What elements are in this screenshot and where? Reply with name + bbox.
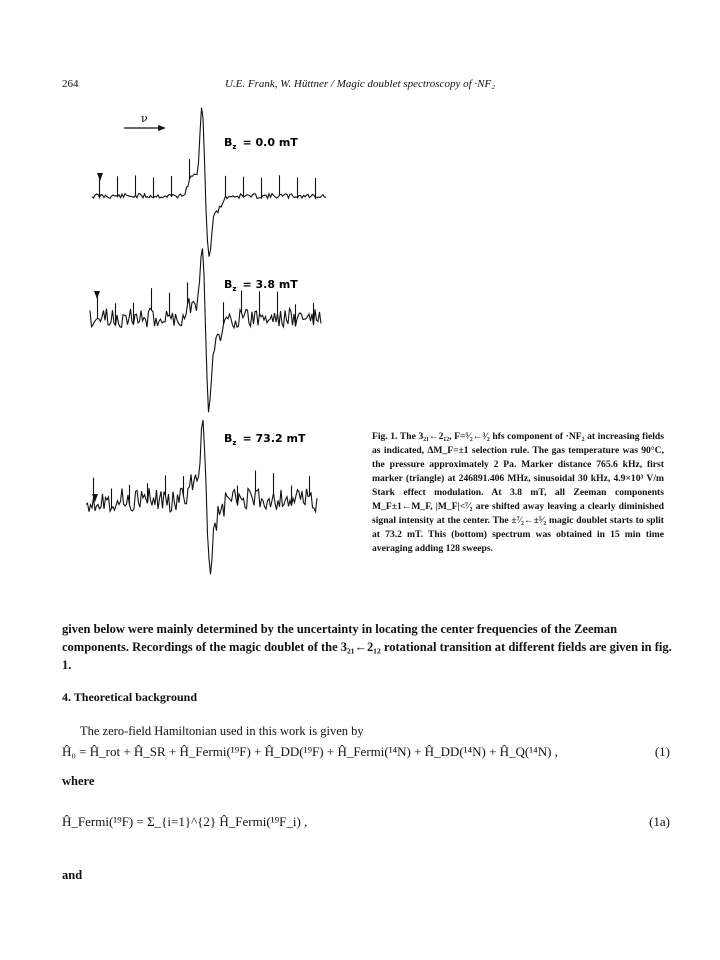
field-label-3: $B_z = 73.2$ mT	[224, 432, 306, 447]
paragraph: given below were mainly determined by the uncertainty in locating the center frequencies of the Zeeman components. Recordings of the magic doublet of the 3₂₁←2₁₂ rotational transition at different fields are given in fig. 1.	[62, 622, 672, 672]
equation-1-number: (1)	[654, 744, 670, 759]
figure-caption: Fig. 1. The 3₂₁←2₁₂, F=⁵⁄₂←³⁄₂ hfs component of ·NF₂ at increasing fields as indicated, ΔM_F=±1 selection rule. The gas temperature was 90°C, the pressure approximately 2 Pa. Marker distance 765.6 kHz, first marker (triangle) at 246891.406 MHz, sinusoidal 30 kHz, 4.9×10³ V/m Stark effect modulation. At 3.8 mT, all Zeeman components M_F±1←M_F, |M_F|<⁷⁄₂ are shifted away leaving a clearly diminished signal intensity at the center. The ±⁷⁄₂←±⁵⁄₂ magic doublet starts to split at 73.2 mT. This (bottom) spectrum was obtained in 15 min time averaging adding 128 sweeps.	[372, 431, 664, 554]
equation-1a	[62, 814, 670, 830]
section-heading: 4. Theoretical background	[62, 690, 198, 704]
first-marker-triangle	[97, 173, 103, 181]
page-number: 264	[62, 78, 79, 90]
equation-1-body: Ĥ₀ = Ĥ_rot + Ĥ_SR + Ĥ_Fermi(¹⁹F) + Ĥ_DD(¹⁹F) + Ĥ_Fermi(¹⁴N) + Ĥ_DD(¹⁴N) + Ĥ_Q(¹⁴N) ,	[62, 744, 558, 759]
paragraph: The zero-field Hamiltonian used in this work is given by	[80, 724, 364, 738]
running-title: U.E. Frank, W. Hüttner / Magic doublet spectroscopy of ·NF₂	[224, 78, 496, 90]
field-label-2: $B_z = 3.8$ mT	[224, 278, 298, 293]
where-text: where	[62, 774, 95, 788]
and-text: and	[62, 868, 83, 882]
spectrum-trace-2	[90, 248, 321, 412]
spectrum-trace-1	[92, 108, 326, 257]
field-label-1: $B_z = 0.0$ mT	[224, 136, 298, 151]
equation-1a-body: Ĥ_Fermi(¹⁹F) = Σ_{i=1}^{2} Ĥ_Fermi(¹⁹F_i) ,	[62, 814, 308, 829]
first-marker-triangle	[94, 291, 100, 299]
equation-1a-number: (1a)	[649, 814, 670, 829]
frequency-arrow-label: ν	[141, 112, 148, 125]
equation-1	[62, 744, 670, 760]
frequency-arrow	[124, 112, 166, 131]
